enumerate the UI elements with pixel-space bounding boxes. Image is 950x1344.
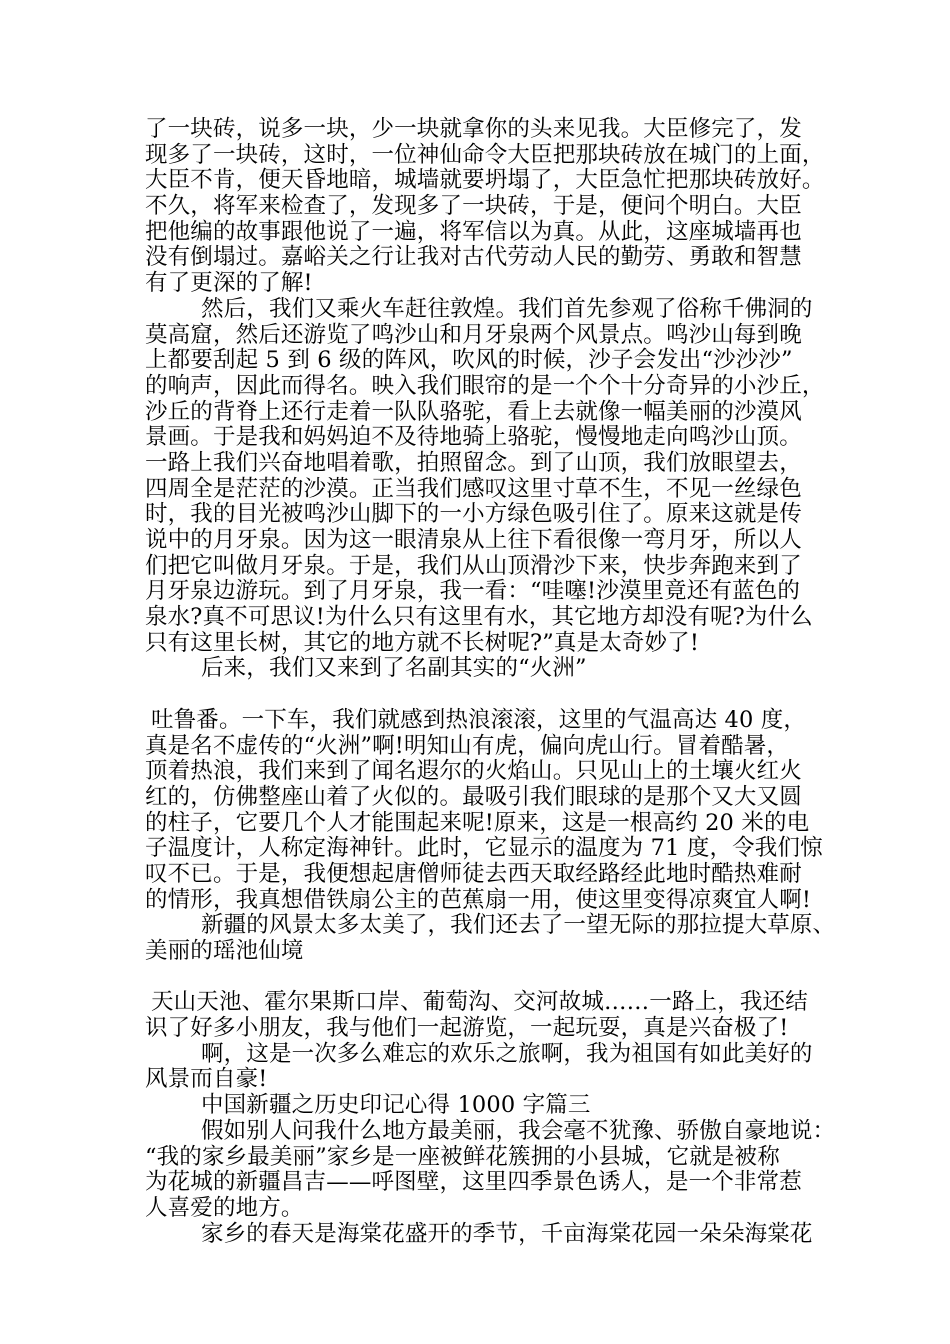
text-line: 把他编的故事跟他说了一遍，将军信以为真。从此，这座城墙再也 [145, 218, 802, 245]
text-line: 们把它叫做月牙泉。于是，我们从山顶滑沙下来，快步奔跑来到了 [145, 552, 802, 579]
text-line: 风景而自豪! [145, 1066, 268, 1093]
paragraph-first-line: 假如别人问我什么地方最美丽，我会毫不犹豫、骄傲自豪地说： [201, 1117, 836, 1144]
text-line: 子温度计，人称定海神针。此时，它显示的温度为 71 度，令我们惊 [145, 835, 823, 862]
section-heading: 中国新疆之历史印记心得 1000 字篇三 [201, 1092, 591, 1119]
text-line: 泉水?真不可思议!为什么只有这里有水，其它地方却没有呢?为什么 [145, 604, 813, 631]
paragraph-first-line: 啊，这是一次多么难忘的欢乐之旅啊，我为祖国有如此美好的 [201, 1040, 813, 1067]
text-line: 时，我的目光被鸣沙山脚下的一小方绿色吸引住了。原来这就是传 [145, 501, 802, 528]
text-line: 为花城的新疆昌吉——呼图壁，这里四季景色诱人，是一个非常惹 [145, 1169, 802, 1196]
text-line: 美丽的瑶池仙境 [145, 938, 304, 964]
text-line: 了一块砖，说多一块，少一块就拿你的头来见我。大臣修完了，发 [145, 116, 802, 142]
paragraph-first-line: 新疆的风景太多太美了，我们还去了一望无际的那拉提大草原、 [201, 912, 836, 939]
paragraph-first-line: 后来，我们又来到了名副其实的“火洲” [201, 655, 587, 682]
text-line: 一路上我们兴奋地唱着歌，拍照留念。到了山顶，我们放眼望去， [145, 449, 802, 476]
text-line: 吐鲁番。一下车，我们就感到热浪滚滚，这里的气温高达 40 度， [151, 706, 807, 733]
text-line: 的情形，我真想借铁扇公主的芭蕉扇一用，使这里变得凉爽宜人啊! [145, 886, 812, 913]
blank-line [145, 965, 805, 991]
text-line: 的响声，因此而得名。映入我们眼帘的是一个个十分奇异的小沙丘， [145, 372, 825, 399]
text-line: “我的家乡最美丽”家乡是一座被鲜花簇拥的小县城，它就是被称 [145, 1143, 780, 1170]
text-line: 说中的月牙泉。因为这一眼清泉从上往下看很像一弯月牙，所以人 [145, 527, 802, 553]
paragraph-first-line: 家乡的春天是海棠花盛开的季节，千亩海棠花园一朵朵海棠花 [201, 1220, 813, 1247]
document-page [145, 116, 836, 1247]
text-line: 真是名不虚传的“火洲”啊!明知山有虎，偏向虎山行。冒着酷暑， [145, 732, 790, 759]
text-line: 人喜爱的地方。 [145, 1194, 304, 1221]
text-line: 景画。于是我和妈妈迫不及待地骑上骆驼，慢慢地走向鸣沙山顶。 [145, 424, 802, 451]
text-line: 沙丘的背脊上还行走着一队队骆驼，看上去就像一幅美丽的沙漠风 [145, 398, 802, 425]
text-line: 四周全是茫茫的沙漠。正当我们感叹这里寸草不生，不见一丝绿色 [145, 475, 802, 502]
text-line: 现多了一块砖，这时，一位神仙命令大臣把那块砖放在城门的上面， [145, 141, 825, 168]
text-line: 没有倒塌过。嘉峪关之行让我对古代劳动人民的勤劳、勇敢和智慧 [145, 244, 802, 271]
text-line: 叹不已。于是，我便想起唐僧师徒去西天取经路经此地时酷热难耐 [145, 860, 802, 887]
text-line: 识了好多小朋友，我与他们一起游览，一起玩耍，真是兴奋极了! [145, 1015, 789, 1042]
text-line: 天山天池、霍尔果斯口岸、葡萄沟、交河故城……一路上，我还结 [151, 989, 808, 1016]
text-line: 大臣不肯，便天昏地暗，城墙就要坍塌了，大臣急忙把那块砖放好。 [145, 167, 825, 194]
text-line: 只有这里长树，其它的地方就不长树呢?”真是太奇妙了! [145, 629, 700, 656]
paragraph-first-line: 然后，我们又乘火车赶往敦煌。我们首先参观了俗称千佛洞的 [201, 295, 813, 322]
blank-line [145, 682, 805, 708]
text-line: 上都要刮起 5 到 6 级的阵风，吹风的时候，沙子会发出“沙沙沙” [145, 347, 793, 374]
text-line: 莫高窟，然后还游览了鸣沙山和月牙泉两个风景点。鸣沙山每到晚 [145, 321, 802, 348]
text-line: 的柱子，它要几个人才能围起来呢!原来，这是一根高约 20 米的电 [145, 809, 810, 836]
text-line: 红的，仿佛整座山着了火似的。最吸引我们眼球的是那个又大又圆 [145, 783, 802, 810]
text-line: 顶着热浪，我们来到了闻名遐尔的火焰山。只见山上的土壤火红火 [145, 758, 802, 785]
text-line: 不久，将军来检查了，发现多了一块砖，于是，便问个明白。大臣 [145, 193, 802, 220]
text-line: 月牙泉边游玩。到了月牙泉，我一看：“哇噻!沙漠里竟还有蓝色的 [145, 578, 801, 605]
text-line: 有了更深的了解! [145, 270, 313, 297]
